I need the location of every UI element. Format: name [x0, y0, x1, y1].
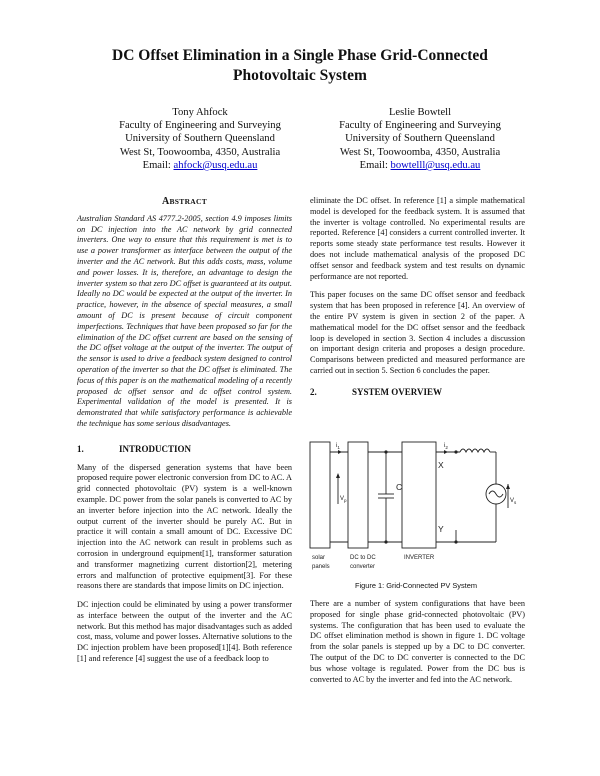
author-email-line	[300, 159, 540, 172]
abstract-heading	[77, 196, 292, 208]
section-number: 2.	[310, 386, 317, 397]
left-column	[77, 196, 292, 673]
right-column-lower	[310, 599, 525, 693]
inverter-label: INVERTER	[404, 555, 435, 561]
i1-arrow	[338, 450, 342, 454]
section-title: SYSTEM OVERVIEW	[352, 386, 442, 397]
title-line-1: DC Offset Elimination in a Single Phase Grid-Connected	[112, 47, 488, 64]
author-affiliation: Faculty of Engineering and Surveying	[119, 120, 281, 132]
section-number: 1.	[77, 443, 84, 454]
dc-dc-converter-block	[348, 442, 368, 548]
paper-title	[40, 46, 560, 86]
dcdc-label-1: DC to DC	[350, 555, 376, 561]
i1-label: $i_1$	[336, 443, 340, 450]
capacitor-label: C	[396, 482, 403, 492]
abstract-text: Australian Standard AS 4777.2-2005, section 4.9 imposes limits on DC injection into the AC network by grid connected inverters. One way to ensure that this requirement is met is to use a power transformer as interface between the output of the inverter and the AC network. But this adds costs, mass, volume and power losses. It is, therefore, an advantage to design the inverter system so that zero DC offset is guaranteed at its output. Ideally no DC would be expected at the output of the inverter. In practice, however, in the absence of special measures, a small amount of DC is present because of circuit component imperfections. Techniques that have been proposed so far for the elimination of the DC offset current are based on the sensing of the DC offset voltage at the output of the inverter. The output of the sensor is used to drive a feedback system designed to control operation of the inverter so that the DC offset is eliminated. The focus of this paper is on the mathematical modeling of a recently proposed dc offset sensor and dc offset control system. Experimental validation of the model is presented. It is demonstrated that while satisfactory performance is achievable the technique has some serious disadvantages.	[77, 213, 292, 428]
node-y-label: Y	[438, 524, 444, 534]
inverter-block	[402, 442, 436, 548]
i2-arrow	[444, 450, 448, 454]
vs-label: $V_s$	[510, 498, 517, 505]
i2-label: $i_2$	[444, 443, 448, 450]
author-name: Tony Ahfock	[172, 107, 228, 118]
author-university: University of Southern Queensland	[345, 133, 495, 145]
section-title: INTRODUCTION	[119, 443, 192, 454]
email-label: Email:	[359, 159, 388, 171]
right-paragraph-2: This paper focuses on the same DC offset sensor and feedback system that has been proposed in reference [4]. An overview of the entire PV system is given in section 2 of the paper. A mathematical model for the DC offset sensor and the feedback loop is developed in section 3. Section 4 includes a discussion on important design criteria and proposes a design procedure. Comparisons between predicted and measured performance are carried out in section 5. Section 6 concludes the paper.	[310, 290, 525, 375]
intro-paragraph-1: Many of the dispersed generation systems that have been proposed require power electronic conversion from DC to AC. A grid connected photovoltaic (PV) system is a well-known example. DC power from the solar panels is converted to AC by an inverter before injection into the AC network. Ideally the output current of the inverter should be purely AC. But in practice it will contain a small amount of DC. Excessive DC injection into the AC network can result in problems such as corrosion in underground equipment[1], transformer saturation and transformer magnetizing current distortion[2], metering errors and malfunction of protective equipment[3]. For these reasons there are standards that impose limits on DC injection.	[77, 462, 292, 591]
author-name: Leslie Bowtell	[388, 107, 452, 118]
right-column	[310, 196, 525, 406]
system-overview-paragraph: There are a number of system configurations that have been proposed for single phase grid-connected photovoltaic (PV) systems. The configuration that has been used to evaluate the DC offset elimination method is shown in figure 1. DC voltage from the solar panels is stepped up by a DC to DC converter. The output of the DC to DC converter is connected to the DC bus whose voltage is regulated. Power from the DC bus is converted to AC by the inverter and fed into the AC network.	[310, 599, 525, 684]
figure-1-diagram	[306, 432, 526, 577]
abstract-heading-cap: A	[161, 196, 170, 207]
right-paragraph-1: eliminate the DC offset. In reference [1] a simple mathematical model is developed for the feedback system. It is assumed that the inverter is voltage controlled. No experimental results are reported. Reference [4] considers a current controlled inverter. It reports some steady state performance test results. However it does not include mathematical analysis of the proposed DC offset sensor and feedback system and test results on dynamic performance are not reported.	[310, 196, 525, 281]
author-affiliation: Faculty of Engineering and Surveying	[339, 120, 501, 132]
solar-label-1: solar	[312, 555, 326, 561]
author-block-1	[80, 106, 320, 172]
node-x-label: X	[438, 460, 444, 470]
solar-label-2: panels	[312, 564, 330, 570]
inductor-symbol	[460, 449, 490, 452]
dcdc-label-2: converter	[350, 564, 376, 570]
author-university: University of Southern Queensland	[125, 133, 275, 145]
intro-paragraph-2: DC injection could be eliminated by using a power transformer as interface between the output of the inverter and the AC network. But this method has major disadvantages such as added cost, mass, volume and power losses. Alternative solutions to the DC injection problem have been proposed[1][4]. Both reference [1] and reference [4] suggest the use of a feedback loop to	[77, 600, 292, 664]
author-address: West St, Toowoomba, 4350, Australia	[119, 146, 281, 158]
vp-label: $V_p$	[340, 496, 347, 503]
figure-1-caption: Figure 1: Grid-Connected PV System	[355, 581, 477, 590]
author-email-line	[80, 159, 320, 172]
author-email-link[interactable]: bowtelll@usq.edu.au	[390, 159, 481, 171]
title-line-2: Photovoltaic System	[233, 67, 367, 84]
email-label: Email:	[142, 159, 171, 171]
section-1-heading	[77, 444, 292, 455]
abstract-heading-rest: BSTRACT	[169, 197, 208, 206]
author-email-link[interactable]: ahfock@usq.edu.au	[173, 159, 258, 171]
author-address: West St, Toowoomba, 4350, Australia	[339, 146, 501, 158]
solar-panel-block	[310, 442, 330, 548]
section-2-heading	[310, 387, 525, 398]
author-block-2	[300, 106, 540, 172]
